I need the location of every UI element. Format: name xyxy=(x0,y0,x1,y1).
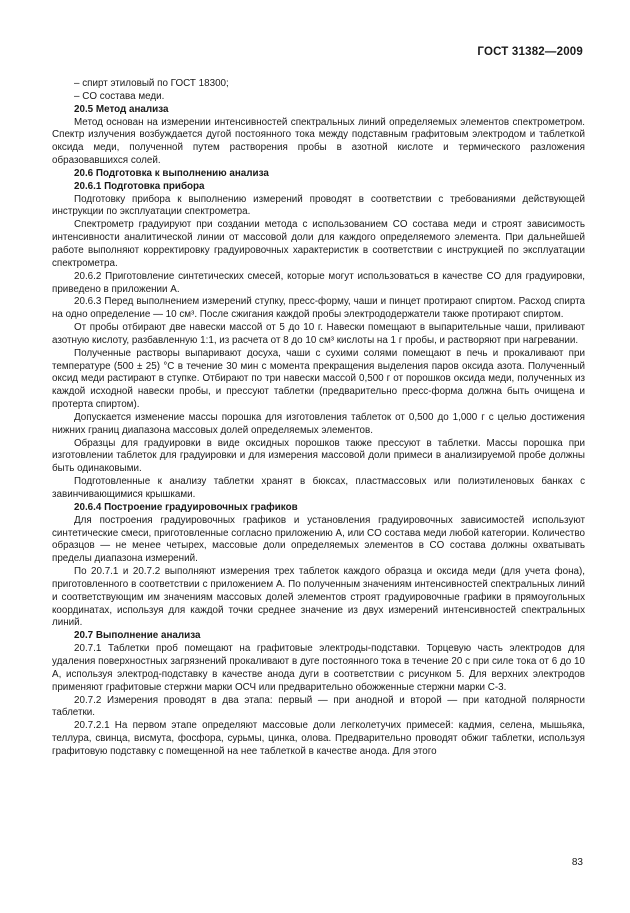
body-paragraph: Полученные растворы выпаривают досуха, чаши с сухими солями помещают в печь и прокаливают при температуре (500 ± 25) °С в течение 30 мин с момента прекращения выделения паров оксида азота. Полученный оксид меди растирают в ступке. Отбирают по три навески массой 0,500 г от порошков оксида меди, полученных из каждой исходной навески пробы, и прессуют таблетки (предварительно пресс-форма должна быть очищена и протерта спиртом). xyxy=(52,347,585,411)
body-paragraph: 20.6.2 Приготовление синтетических смесей, которые могут использоваться в качестве CO для градуировки, приведено в приложении А. xyxy=(52,270,585,295)
body-paragraph: Подготовку прибора к выполнению измерений проводят в соответствии с требованиями действующей инструкции по эксплуатации спектрометра. xyxy=(52,193,585,218)
body-paragraph: Для построения градуировочных графиков и установления градуировочных зависимостей используют синтетические смеси, приготовленные согласно приложению А, или CO состава меди любой категории. Количество образцов — не менее четырех, массовые доли определяемых элементов в CO состава должны охватывать пределы диапазона измерений. xyxy=(52,514,585,565)
section-heading: 20.6 Подготовка к выполнению анализа xyxy=(74,167,269,179)
body-paragraph: 20.6.3 Перед выполнением измерений ступку, пресс-форму, чаши и пинцет протирают спиртом. Расход спирта на одно определение — 10 см³. После сжигания каждой пробы электрододержатели также протирают спиртом. xyxy=(52,296,585,321)
body-paragraph: Допускается изменение массы порошка для изготовления таблеток от 0,500 до 1,000 г с целью достижения нижних границ диапазона массовых долей определяемых элементов. xyxy=(52,411,585,436)
body-paragraph: 20.7.1 Таблетки проб помещают на графитовые электроды-подставки. Торцевую часть электродов для удаления поверхностных загрязнений прокаливают в дуге постоянного тока в течение 20 с при силе тока от 6 до 10 А, используя электрод-подставку в качестве анода дуги в соответствии с рисунком 5. Для верхних электродов применяют графитовые стержни марки ОСЧ или предварительно обожженные стержни марки С-3. xyxy=(52,643,585,693)
body-paragraph: – спирт этиловый по ГОСТ 18300; xyxy=(74,78,229,89)
body-paragraph: Метод основан на измерении интенсивностей спектральных линий определяемых элементов спектрометром. Спектр излучения возбуждается дугой постоянного тока между подставным графитовым электродом и таблеткой оксида меди, полученной путем растворения пробы в азотной кислоте и термического разложения образовавшихся солей. xyxy=(52,116,585,167)
body-paragraph: От пробы отбирают две навески массой от 5 до 10 г. Навески помещают в выпарительные чаши, приливают азотную кислоту, разбавленную 1:1, из расчета от 8 до 10 см³ кислоты на 1 г пробы, и растворяют при нагревании. xyxy=(52,322,585,346)
standard-header: ГОСТ 31382—2009 xyxy=(477,46,583,58)
body-paragraph: Спектрометр градуируют при создании метода с использованием CO состава меди и строят зависимость интенсивности аналитической линии от массовой доли для каждого определяемого элемента. При дальнейшей работе выполняют корректировку градуировочных характеристик в соответствии с инструкцией по эксплуатации спектрометра. xyxy=(52,219,585,269)
page-number: 83 xyxy=(571,857,583,868)
body-paragraph: 20.7.2.1 На первом этапе определяют массовые доли легколетучих примесей: кадмия, селена, мышьяка, теллура, свинца, висмута, фосфора, сурьмы, цинка, олова. Предварительно проводят обжиг таблетки, используя графитовую подставку с помещенной на нее таблеткой в качестве анода. Для этого xyxy=(52,720,585,757)
document-body xyxy=(52,78,585,759)
section-heading: 20.6.1 Подготовка прибора xyxy=(74,180,205,192)
section-heading: 20.5 Метод анализа xyxy=(74,103,169,115)
body-paragraph: По 20.7.1 и 20.7.2 выполняют измерения трех таблеток каждого образца и оксида меди (для учета фона), приготовленного в соответствии с приложением А. По полученным значениям интенсивностей спектральных линий и соответствующим им значениям массовых долей элементов строят градуировочные графики в прямоугольных координатах, используя для каждой точки среднее значение из двух измерений интенсивностей спектральных линий. xyxy=(52,566,585,629)
body-paragraph: Образцы для градуировки в виде оксидных порошков также прессуют в таблетки. Массы порошка при изготовлении таблеток для градуировки и для измерения массовой доли примеси в анализируемой пробе должны быть одинаковыми. xyxy=(52,437,585,475)
body-paragraph: 20.7.2 Измерения проводят в два этапа: первый — при анодной и второй — при катодной полярности таблетки. xyxy=(52,694,585,719)
section-heading: 20.7 Выполнение анализа xyxy=(74,630,201,642)
body-paragraph: Подготовленные к анализу таблетки хранят в бюксах, пластмассовых или полиэтиленовых банках с завинчивающимися крышками. xyxy=(52,476,585,500)
section-heading: 20.6.4 Построение градуировочных графиков xyxy=(74,501,298,513)
body-paragraph: – CO состава меди. xyxy=(74,90,165,102)
